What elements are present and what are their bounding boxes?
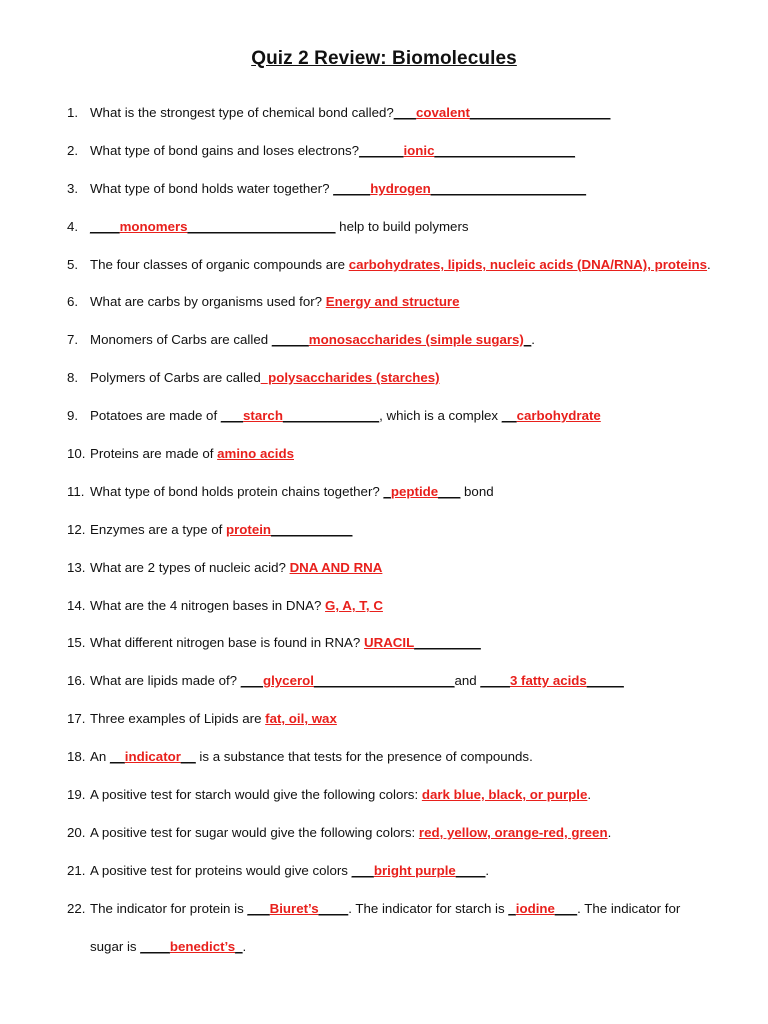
question-number: 19. — [67, 787, 86, 802]
blank: ___ — [438, 484, 461, 499]
question-number: 2. — [67, 143, 79, 158]
question-number: 15. — [67, 635, 86, 650]
question-number: 5. — [67, 257, 79, 272]
answer: peptide — [390, 484, 439, 499]
question-text: Enzymes are a type of — [90, 522, 226, 537]
question-text: A positive test for proteins would give colors — [90, 863, 352, 878]
question-2 — [67, 143, 737, 159]
blank: _____ — [586, 673, 624, 688]
blank: __ — [180, 749, 196, 764]
question-text: What type of bond holds water together? — [90, 181, 334, 196]
blank: ______ — [359, 143, 404, 158]
question-text: . — [485, 863, 490, 878]
blank: _____________________ — [430, 181, 587, 196]
answer: protein — [226, 522, 272, 537]
question-19 — [67, 787, 737, 803]
question-number: 12. — [67, 522, 86, 537]
question-number: 17. — [67, 711, 86, 726]
question-text: What type of bond gains and loses electrons? — [90, 143, 360, 158]
question-number: 6. — [67, 294, 79, 309]
answer: monosaccharides (simple sugars) — [308, 332, 524, 347]
question-4 — [67, 219, 737, 235]
question-20 — [67, 825, 737, 841]
blank: ___ — [393, 105, 416, 120]
blank: ___________________ — [469, 105, 611, 120]
answer: hydrogen — [370, 181, 431, 196]
page-title: Quiz 2 Review: Biomolecules — [251, 48, 517, 69]
question-number: 7. — [67, 332, 79, 347]
question-12 — [67, 522, 737, 538]
question-number: 16. — [67, 673, 86, 688]
blank: _ — [508, 901, 516, 916]
question-text: . The indicator for starch is — [348, 901, 509, 916]
question-number: 3. — [67, 181, 79, 196]
blank: _ — [235, 939, 243, 954]
answer: ionic — [403, 143, 435, 158]
question-16 — [67, 673, 737, 689]
question-text: What is the strongest type of chemical bond called? — [90, 105, 394, 120]
question-text: bond — [460, 484, 494, 499]
question-text: What are carbs by organisms used for? — [90, 294, 326, 309]
question-number: 11. — [67, 484, 85, 499]
question-text: . — [607, 825, 612, 840]
blank: ____ — [318, 901, 349, 916]
question-text: What are the 4 nitrogen bases in DNA? — [90, 598, 326, 613]
question-22 — [67, 901, 737, 917]
question-number: 18. — [67, 749, 86, 764]
question-text: help to build polymers — [335, 219, 469, 234]
question-text: Potatoes are made of — [90, 408, 221, 423]
answer: red, yellow, orange-red, green — [418, 825, 608, 840]
blank: ___ — [351, 863, 374, 878]
question-22-continued — [90, 939, 246, 955]
question-number: 14. — [67, 598, 86, 613]
question-text: What are lipids made of? — [90, 673, 241, 688]
blank: _____________ — [282, 408, 380, 423]
question-text: . — [587, 787, 592, 802]
blank: __ — [501, 408, 517, 423]
blank: ___ — [247, 901, 270, 916]
answer: iodine — [515, 901, 555, 916]
answer: _polysaccharides (starches) — [260, 370, 440, 385]
blank: ___________________ — [313, 673, 455, 688]
answer: starch — [243, 408, 283, 423]
question-text: . — [531, 332, 535, 347]
answer: 3 fatty acids — [509, 673, 587, 688]
question-number: 4. — [67, 219, 79, 234]
question-number: 1. — [67, 105, 79, 120]
answer: dark blue, black, or purple — [421, 787, 588, 802]
question-text: What different nitrogen base is found in RNA? — [90, 635, 364, 650]
question-18 — [67, 749, 737, 765]
blank: ___ — [554, 901, 578, 916]
question-number: 21. — [67, 863, 86, 878]
question-number: 8. — [67, 370, 79, 385]
question-5 — [67, 257, 737, 273]
blank: _ — [383, 484, 391, 499]
question-text: What are 2 types of nucleic acid? — [90, 560, 290, 575]
answer: carbohydrate — [516, 408, 601, 423]
question-text: What type of bond holds protein chains together? — [90, 484, 384, 499]
question-text: . The indicator for — [577, 901, 681, 916]
blank: __ — [109, 749, 125, 764]
question-text: Proteins are made of — [90, 446, 218, 461]
question-text: is a substance that tests for the presence of compounds. — [195, 749, 533, 764]
question-text: An — [90, 749, 110, 764]
answer: DNA AND RNA — [289, 560, 383, 575]
question-text: Polymers of Carbs are called — [90, 370, 261, 385]
blank: ____ — [140, 939, 170, 954]
question-number: 13. — [67, 560, 86, 575]
question-number: 9. — [67, 408, 79, 423]
blank: ____________________ — [187, 219, 336, 234]
blank: ____ — [480, 673, 510, 688]
answer: URACIL — [363, 635, 415, 650]
blank: ___ — [240, 673, 263, 688]
question-13 — [67, 560, 737, 576]
answer: bright purple — [373, 863, 456, 878]
question-text: The four classes of organic compounds are — [90, 257, 349, 272]
question-number: 22. — [67, 901, 86, 916]
answer: monomers — [119, 219, 188, 234]
blank: ___________________ — [434, 143, 575, 158]
question-text: Three examples of Lipids are — [90, 711, 266, 726]
answer: amino acids — [217, 446, 294, 461]
question-3 — [67, 181, 737, 197]
question-text: A positive test for sugar would give the following colors: — [90, 825, 419, 840]
answer: covalent — [415, 105, 470, 120]
blank: _________ — [414, 635, 481, 650]
question-17 — [67, 711, 737, 727]
question-21 — [67, 863, 737, 879]
question-11 — [67, 484, 737, 500]
blank: _ — [523, 332, 532, 347]
question-text: , which is a complex — [379, 408, 502, 423]
answer: fat, oil, wax — [265, 711, 337, 726]
answer: indicator — [124, 749, 181, 764]
question-15 — [67, 635, 737, 651]
answer: G, A, T, C — [325, 598, 383, 613]
answer: benedict’s — [169, 939, 236, 954]
question-text: sugar is — [90, 939, 141, 954]
question-10 — [67, 446, 737, 462]
blank: ___ — [220, 408, 244, 423]
question-text: A positive test for starch would give the following colors: — [90, 787, 422, 802]
blank: _____ — [271, 332, 309, 347]
question-text: . — [242, 939, 247, 954]
question-text: The indicator for protein is — [90, 901, 248, 916]
blank: _____ — [333, 181, 371, 196]
answer: glycerol — [262, 673, 314, 688]
answer: carbohydrates, lipids, nucleic acids (DNA/RNA), proteins — [348, 257, 708, 272]
question-1 — [67, 105, 737, 121]
answer: Energy and structure — [325, 294, 460, 309]
question-text: Monomers of Carbs are called — [90, 332, 272, 347]
blank: ____ — [90, 219, 120, 234]
question-number: 10. — [67, 446, 86, 461]
question-9 — [67, 408, 737, 424]
question-6 — [67, 294, 737, 310]
question-text: . — [707, 257, 711, 272]
answer: Biuret’s — [269, 901, 319, 916]
question-number: 20. — [67, 825, 86, 840]
question-7 — [67, 332, 737, 348]
blank: ____ — [455, 863, 486, 878]
question-text: and — [454, 673, 481, 688]
question-8 — [67, 370, 737, 386]
question-14 — [67, 598, 737, 614]
blank: ___________ — [271, 522, 353, 537]
